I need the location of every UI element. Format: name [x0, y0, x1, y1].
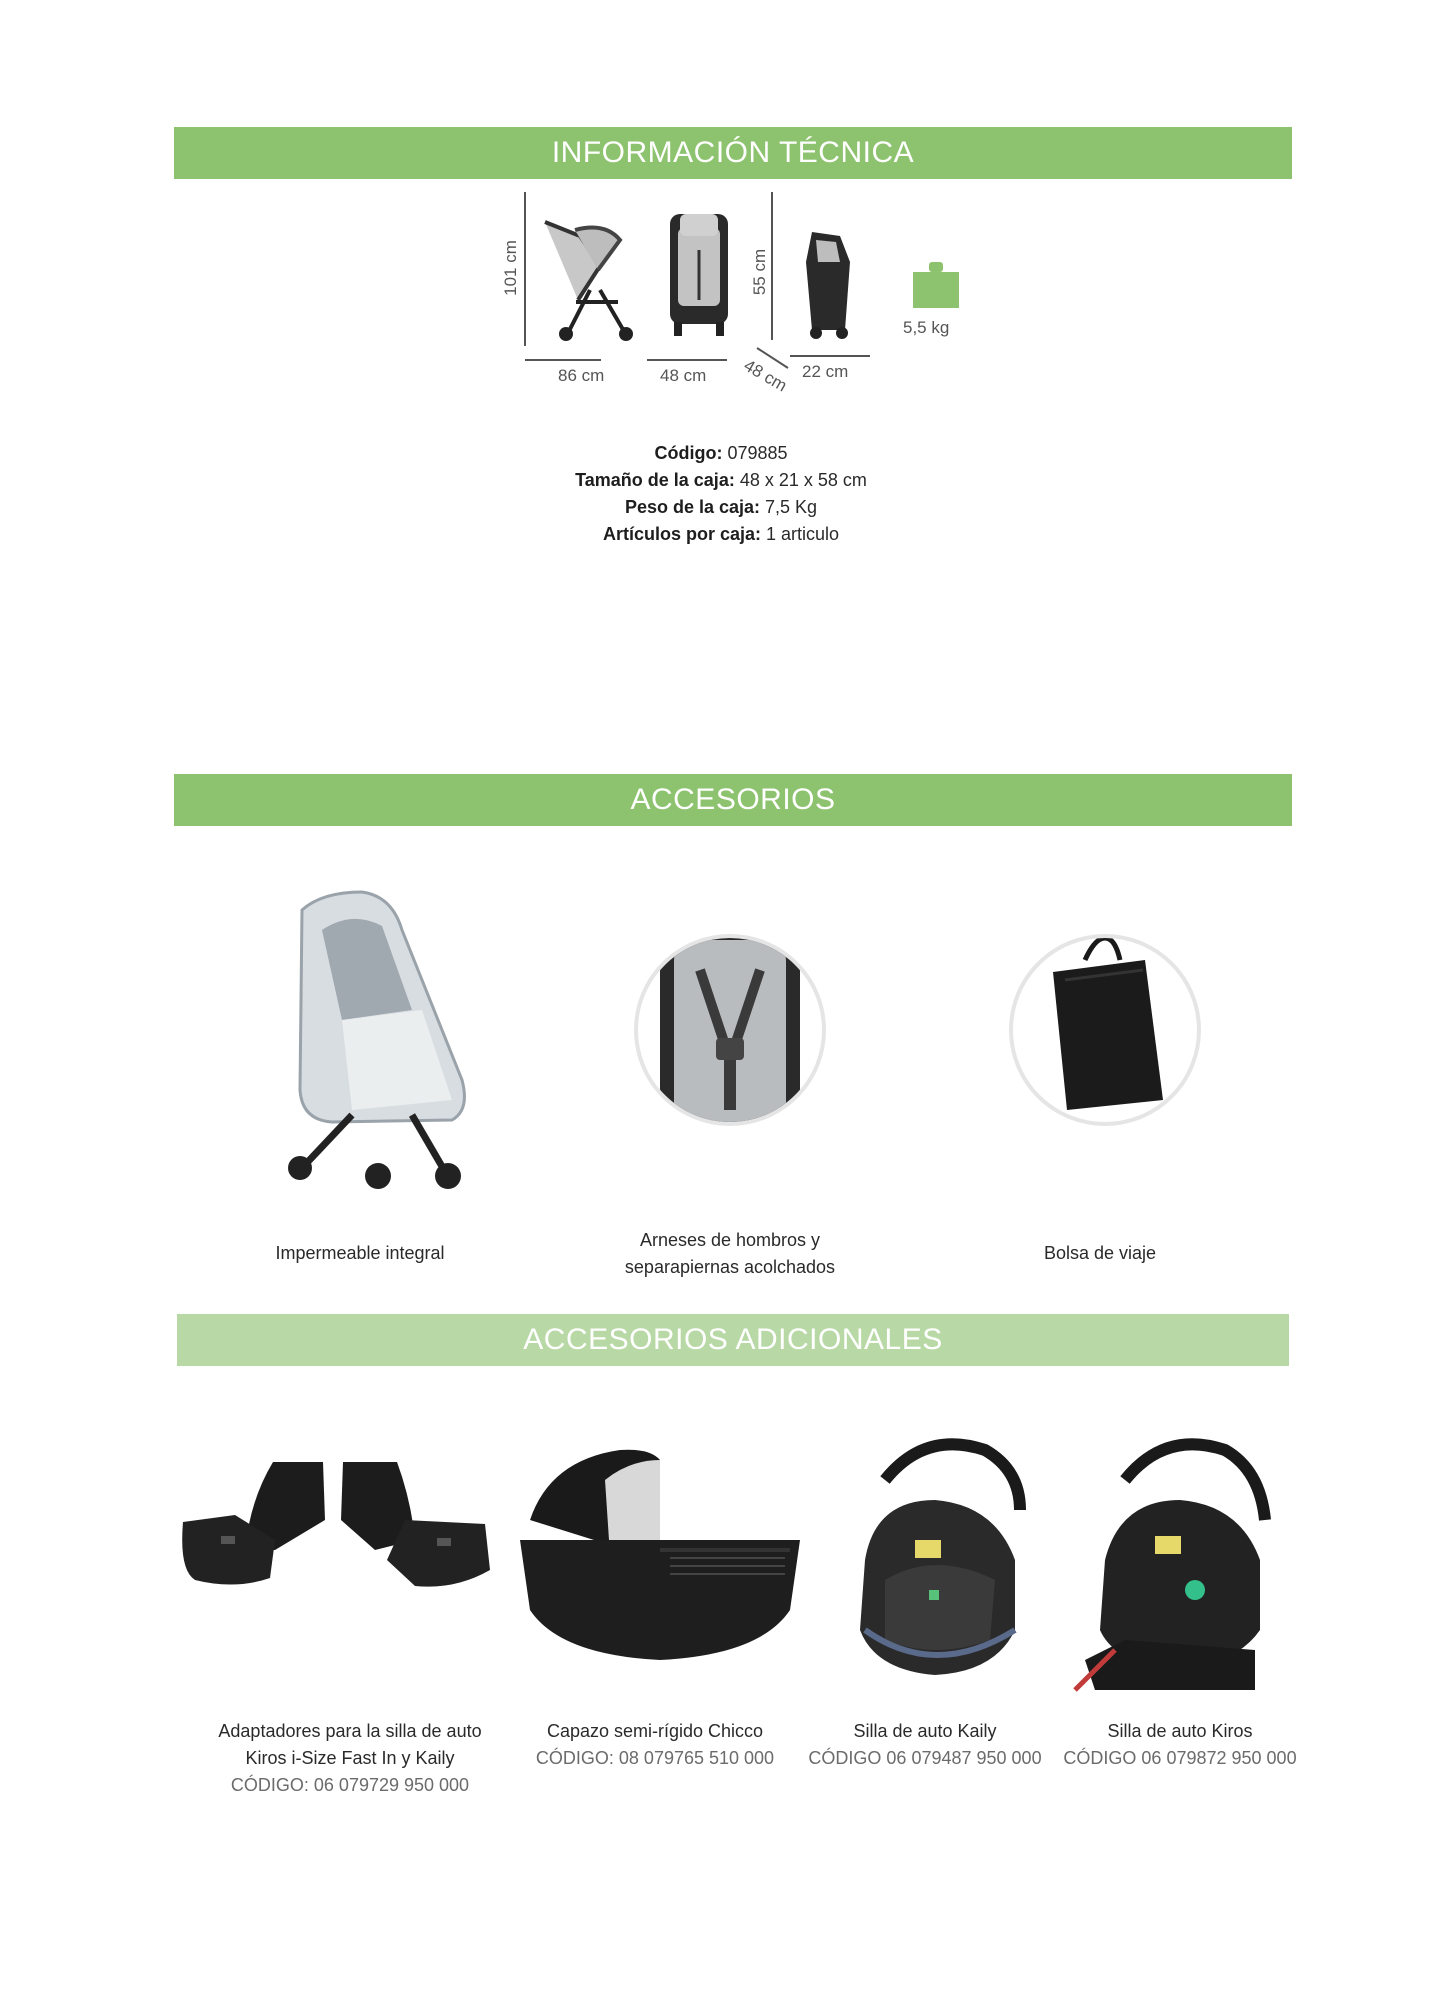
stroller-side-view	[545, 222, 625, 333]
height-folded-label: 55 cm	[750, 248, 769, 296]
spec-box-size: Tamaño de la caja: 48 x 21 x 58 cm	[575, 470, 867, 490]
additional-code-kaily: CÓDIGO 06 079487 950 000	[808, 1748, 1042, 1768]
additional-caption-kaily: Silla de auto Kaily CÓDIGO 06 079487 950 000	[800, 1718, 1050, 1772]
harness-image	[630, 930, 830, 1130]
weight-icon	[913, 262, 959, 308]
spec-box-weight: Peso de la caja: 7,5 Kg	[624, 497, 818, 517]
car-seat-kaily-image	[845, 1440, 1045, 1680]
depth-folded-label: 48 cm	[740, 355, 791, 396]
dimension-diagram	[0, 0, 1442, 420]
spec-code: Código: 079885	[654, 443, 788, 463]
section-title-additional: ACCESORIOS ADICIONALES	[177, 1314, 1289, 1366]
additional-code-carrycot: CÓDIGO: 08 079765 510 000	[535, 1748, 775, 1768]
stroller-front-view	[670, 214, 728, 336]
accessory-caption-harness: Arneses de hombros y separapiernas acolchados	[624, 1230, 836, 1277]
adapters-image	[175, 1460, 495, 1610]
additional-caption-carrycot: Capazo semi-rígido Chicco CÓDIGO: 08 079765 510 000	[500, 1718, 810, 1772]
weight-label: 5,5 kg	[903, 318, 950, 337]
accessory-caption-rain-cover: Impermeable integral	[275, 1243, 445, 1263]
travel-bag-image	[1005, 930, 1205, 1130]
stroller-folded-view	[806, 232, 850, 339]
additional-code-adapters: CÓDIGO: 06 079729 950 000	[230, 1775, 470, 1795]
section-title-technical: INFORMACIÓN TÉCNICA	[174, 127, 1292, 179]
additional-caption-kiros: Silla de auto Kiros CÓDIGO 06 079872 950 000	[1055, 1718, 1305, 1772]
length-open-label: 86 cm	[558, 366, 605, 385]
width-open-label: 48 cm	[660, 366, 707, 385]
section-title-accessories: ACCESORIOS	[174, 774, 1292, 826]
height-open-label: 101 cm	[501, 240, 520, 296]
additional-code-kiros: CÓDIGO 06 079872 950 000	[1063, 1748, 1297, 1768]
additional-caption-adapters: Adaptadores para la silla de auto Kiros i-Size Fast In y Kaily CÓDIGO: 06 079729 950 000	[180, 1718, 520, 1799]
spec-items-per-box: Artículos por caja: 1 articulo	[602, 524, 840, 544]
rain-cover-image	[262, 890, 482, 1190]
car-seat-kiros-image	[1065, 1440, 1295, 1700]
accessory-caption-travel-bag: Bolsa de viaje	[1043, 1243, 1157, 1263]
width-folded-label: 22 cm	[802, 362, 849, 381]
carrycot-image	[510, 1440, 810, 1670]
